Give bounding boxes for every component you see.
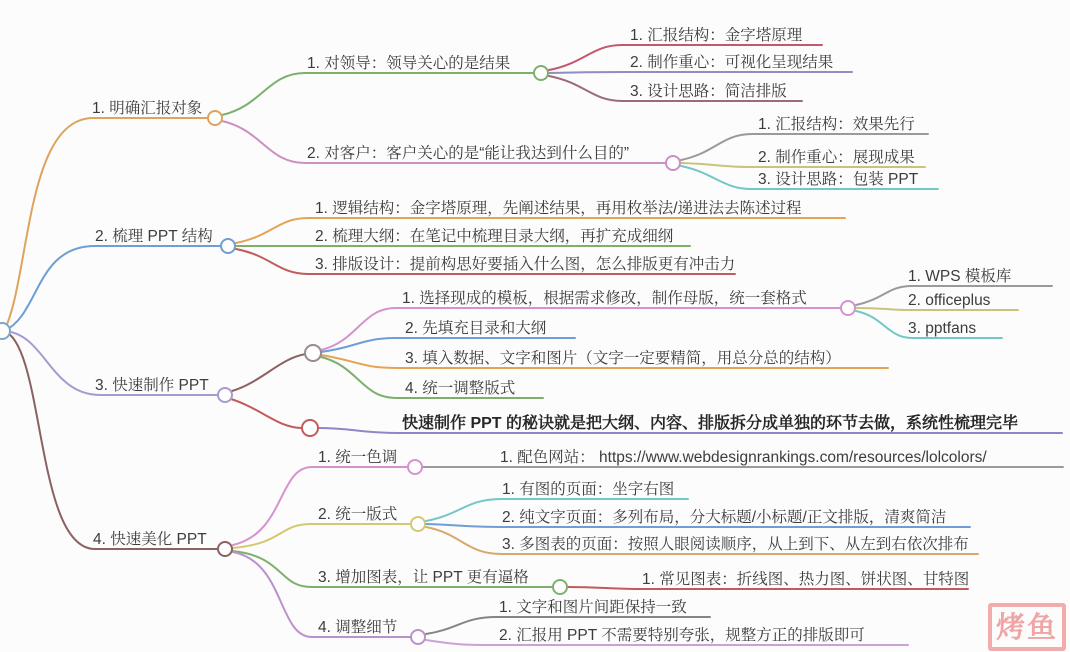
node-leader-structure[interactable]: 1. 汇报结构：金字塔原理 [630,27,803,44]
node-toggle-branch3[interactable] [218,388,232,402]
node-toggle-b3-hub-top[interactable] [305,345,321,361]
node-branch1[interactable]: 1. 明确汇报对象 [92,100,203,117]
node-leader[interactable]: 1. 对领导：领导关心的是结果 [307,55,511,72]
node-adjust-details[interactable]: 4. 调整细节 [318,619,398,636]
node-image-page[interactable]: 1. 有图的页面：坐字右图 [502,481,675,498]
link-b4-layout [233,524,410,548]
link-root-branch2 [4,246,220,331]
node-toggle-client[interactable] [666,156,680,170]
node-toggle-root[interactable] [0,323,10,339]
link-b3-hub-bottom [231,399,302,428]
node-client-structure[interactable]: 1. 汇报结构：效果先行 [758,116,915,133]
link-b3-template [321,308,840,350]
node-toggle-color[interactable] [408,460,422,474]
node-plain-layout[interactable]: 2. 汇报用 PPT 不需要特别夸张，规整方正的排版即可 [499,627,865,644]
node-toggle-details[interactable] [411,630,425,644]
link-b1-leader [222,73,533,115]
node-branch4[interactable]: 4. 快速美化 PPT [93,531,207,548]
node-branch2[interactable]: 2. 梳理 PPT 结构 [95,228,213,245]
link-root-branch1 [4,118,208,331]
node-client-focus[interactable]: 2. 制作重心：展现成果 [758,149,915,166]
node-add-charts[interactable]: 3. 增加图表，让 PPT 更有逼格 [318,569,529,586]
node-secret[interactable]: 快速制作 PPT 的秘诀就是把大纲、内容、排版拆分成单独的环节去做，系统性梳理完毕 [402,415,1019,432]
node-unify-color[interactable]: 1. 统一色调 [318,449,398,466]
node-toggle-template[interactable] [841,301,855,315]
node-branch3[interactable]: 3. 快速制作 PPT [95,377,209,394]
watermark-seal: 烤鱼 [988,603,1066,651]
node-text-page[interactable]: 2. 纯文字页面：多列布局，分大标题/小标题/正文排版，清爽简洁 [502,509,947,526]
node-color-site[interactable]: 1. 配色网站： https://www.webdesignrankings.com/resources/lolcolors/ [500,449,987,466]
node-chart-page[interactable]: 3. 多图表的页面：按照人眼阅读顺序，从上到下、从左到右依次排布 [502,536,969,553]
node-adjust-layout[interactable]: 4. 统一调整版式 [405,380,516,397]
node-toggle-leader[interactable] [534,66,548,80]
link-root-branch4 [4,331,217,549]
node-leader-design[interactable]: 3. 设计思路：简洁排版 [630,83,787,100]
node-toggle-branch4[interactable] [218,542,232,556]
node-toggle-branch2[interactable] [221,239,235,253]
node-unify-layout[interactable]: 2. 统一版式 [318,506,398,523]
node-choose-template[interactable]: 1. 选择现成的模板，根据需求修改，制作母版，统一套格式 [402,290,807,307]
node-fill-data[interactable]: 3. 填入数据、文字和图片（文字一定要精简，用总分总的结构） [405,350,841,367]
node-layout-design[interactable]: 3. 排版设计：提前构思好要插入什么图，怎么排版更有冲击力 [315,256,736,273]
node-pptfans[interactable]: 3. pptfans [908,320,977,337]
node-wps[interactable]: 1. WPS 模板库 [908,268,1012,285]
link-b3-hub-top [232,354,306,391]
node-toggle-layout[interactable] [411,517,425,531]
node-officeplus[interactable]: 2. officeplus [908,292,991,309]
node-outline[interactable]: 2. 梳理大纲：在笔记中梳理目录大纲，再扩充成细纲 [315,228,674,245]
node-toggle-branch1[interactable] [208,111,222,125]
node-leader-focus[interactable]: 2. 制作重心：可视化呈现结果 [630,54,834,71]
node-spacing[interactable]: 1. 文字和图片间距保持一致 [499,599,687,616]
node-toggle-charts[interactable] [553,580,567,594]
node-client-design[interactable]: 3. 设计思路：包装 PPT [758,171,919,188]
node-common-charts[interactable]: 1. 常见图表：折线图、热力图、饼状图、甘特图 [642,571,970,588]
node-fill-outline[interactable]: 2. 先填充目录和大纲 [405,320,547,337]
node-client[interactable]: 2. 对客户：客户关心的是“能让我达到什么目的” [307,145,630,162]
node-logic-structure[interactable]: 1. 逻辑结构：金字塔原理，先阐述结果，再用枚举法/递进法去陈述过程 [315,200,802,217]
node-toggle-b3-hub-bottom[interactable] [302,420,318,436]
link-leader-2 [549,72,852,73]
